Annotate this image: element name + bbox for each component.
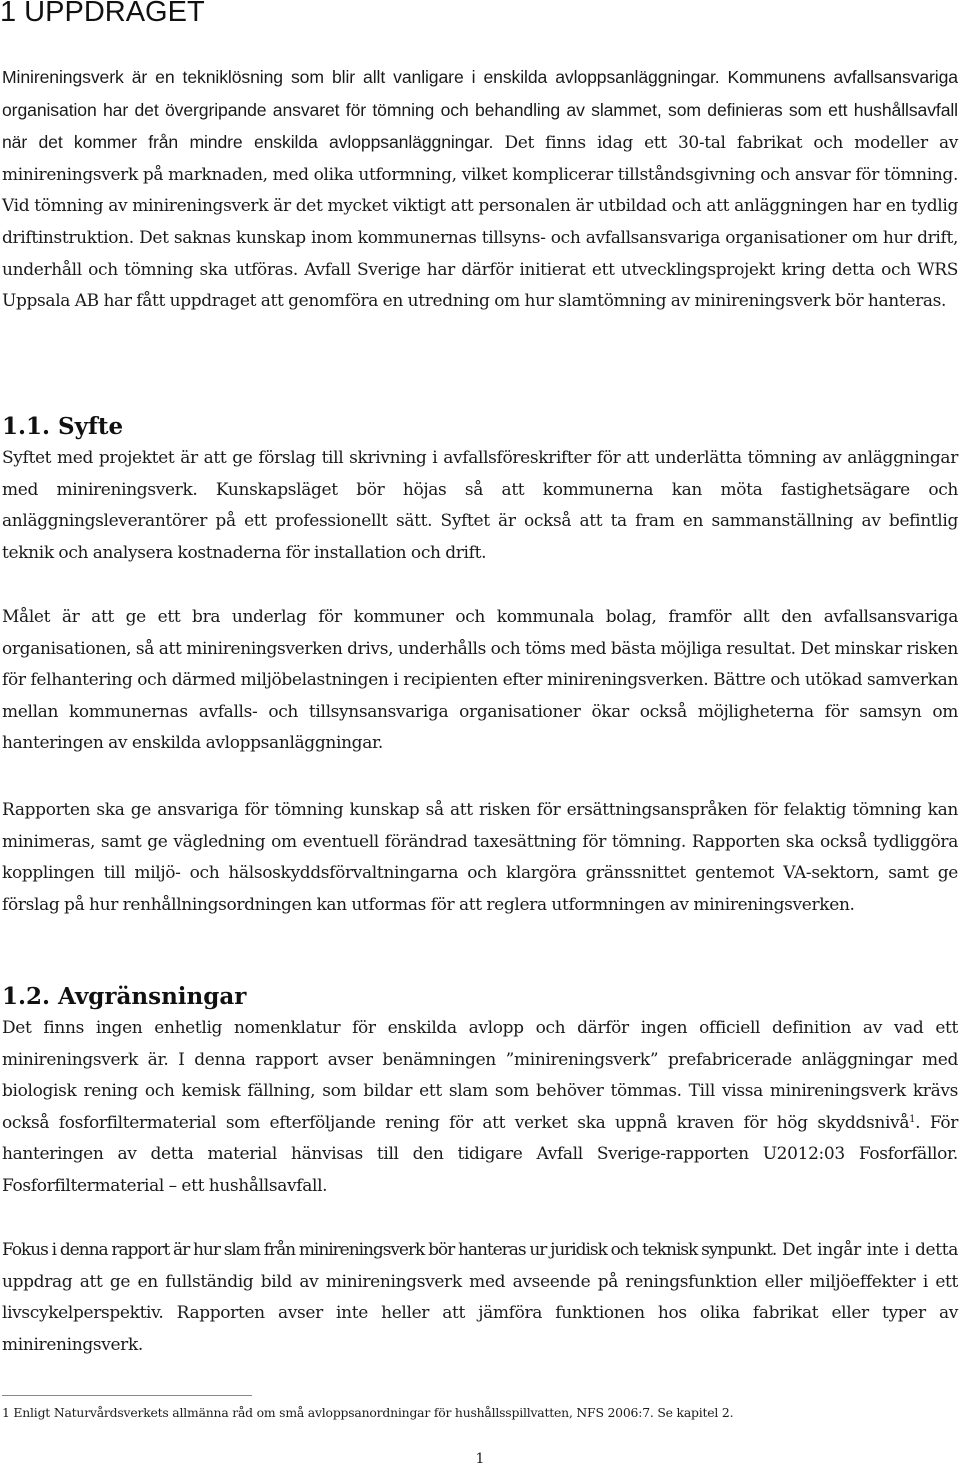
intro-text-sans: Minireningsverk är en tekniklösning som blir allt vanligare i enskilda avloppsanläggningar. Kommunens avfallsansvariga organisation har det övergripande ansvaret för tömning och behandling av slammet, som definieras som ett hushållsavfall när det kommer från mindre enskilda avloppsanläggningar. [2,67,958,153]
section-heading-syfte: 1.1. Syfte [2,413,124,440]
avgransningar-text-2: . För hanteringen av detta material hänvisas till den tidigare Avfall Sverige-rapporten U2012:03 Fosforfällor. Fosforfiltermaterial – ett hushållsavfall. [2,1112,958,1196]
avgransningar-text-1: Det finns ingen enhetlig nomenklatur för enskilda avlopp och därför ingen officiell definition av vad ett minireningsverk är. I denna rapport avser benämningen ”minireningsverk” prefabricerade anläggningar med biologisk rening och kemisk fällning, som bildar ett slam som behöver tömmas. Till vissa minireningsverk krävs också fosforfiltermaterial som efterföljande rening för att verket ska uppnå kraven för hög skyddsnivå [2,1018,958,1133]
footnote-reference: 1 [909,1113,916,1125]
syfte-paragraph-1: Syftet med projektet är att ge förslag till skrivning i avfallsföreskrifter för att underlätta tömning av anläggningar med minireningsverk. Kunskapsläget bör höjas så att kommunerna kan möta fastighetsägare och anläggningsleverantörer på ett professionellt sätt. Syftet är också att ta fram en sammanställning av befintlig teknik och analysera kostnaderna för installation och drift. [2,448,958,563]
avgransningar-paragraph-1 [2,1013,958,1203]
page-number: 1 [475,1451,485,1467]
chapter-title: 1 UPPDRAGET [0,0,205,28]
avgransningar-text-3: Fokus i denna rapport är hur slam från minireningsverk bör hanteras ur juridisk och teknisk synpunkt. [2,1240,777,1260]
intro-paragraph [2,62,958,318]
footnote: 1 Enligt Naturvårdsverkets allmänna råd om små avloppsanordningar för hushållsspillvatten, NFS 2006:7. Se kapitel 2. [2,1405,734,1420]
syfte-paragraph-2: Målet är att ge ett bra underlag för kommuner och kommunala bolag, framför allt den avfallsansvariga organisationen, så att minireningsverken drivs, underhålls och töms med bästa möjliga resultat. Det minskar risken för felhantering och därmed miljöbelastningen i recipienten efter minireningsverken. Bättre och utökad samverkan mellan kommunernas avfalls- och tillsynsansvariga organisationer ökar också möjligheterna för samsyn om hanteringen av enskilda avloppsanläggningar. [2,607,958,754]
syfte-paragraph-3: Rapporten ska ge ansvariga för tömning kunskap så att risken för ersättningsanspråken för felaktig tömning kan minimeras, samt ge vägledning om eventuell förändrad taxesättning för tömning. Rapporten ska också tydliggöra kopplingen till miljö- och hälsoskyddsförvaltningarna och klargöra gränssnittet gentemot VA-sektorn, samt ge förslag på hur renhållningsordningen kan utformas för att reglera utformningen av minireningsverken. [2,800,958,915]
avgransningar-paragraph-2 [2,1235,958,1361]
section-heading-avgransningar: 1.2. Avgränsningar [2,983,247,1010]
intro-text-rest: Det finns idag ett 30-tal fabrikat och modeller av minireningsverk på marknaden, med olika utformning, vilket komplicerar tillståndsgivning och ansvar för tömning. Vid tömning av minireningsverk är det mycket viktigt att personalen är utbildad och att anläggningen har en tydlig driftinstruktion. Det saknas kunskap inom kommunernas tillsyns- och avfallsansvariga organisationer om hur drift, underhåll och tömning ska utföras. Avfall Sverige har därför initierat ett utvecklingsprojekt kring detta och WRS Uppsala AB har fått uppdraget att genomföra en utredning om hur slamtömning av minireningsverk bör hanteras. [2,133,958,312]
footnote-divider [2,1395,252,1396]
avgransningar-text-4: Det ingår inte i detta uppdrag att ge en fullständig bild av minireningsverk med avseende på reningsfunktion eller miljöeffekter i ett livscykelperspektiv. Rapporten avser inte heller att jämföra funktionen hos olika fabrikat eller typer av minireningsverk. [2,1240,959,1355]
